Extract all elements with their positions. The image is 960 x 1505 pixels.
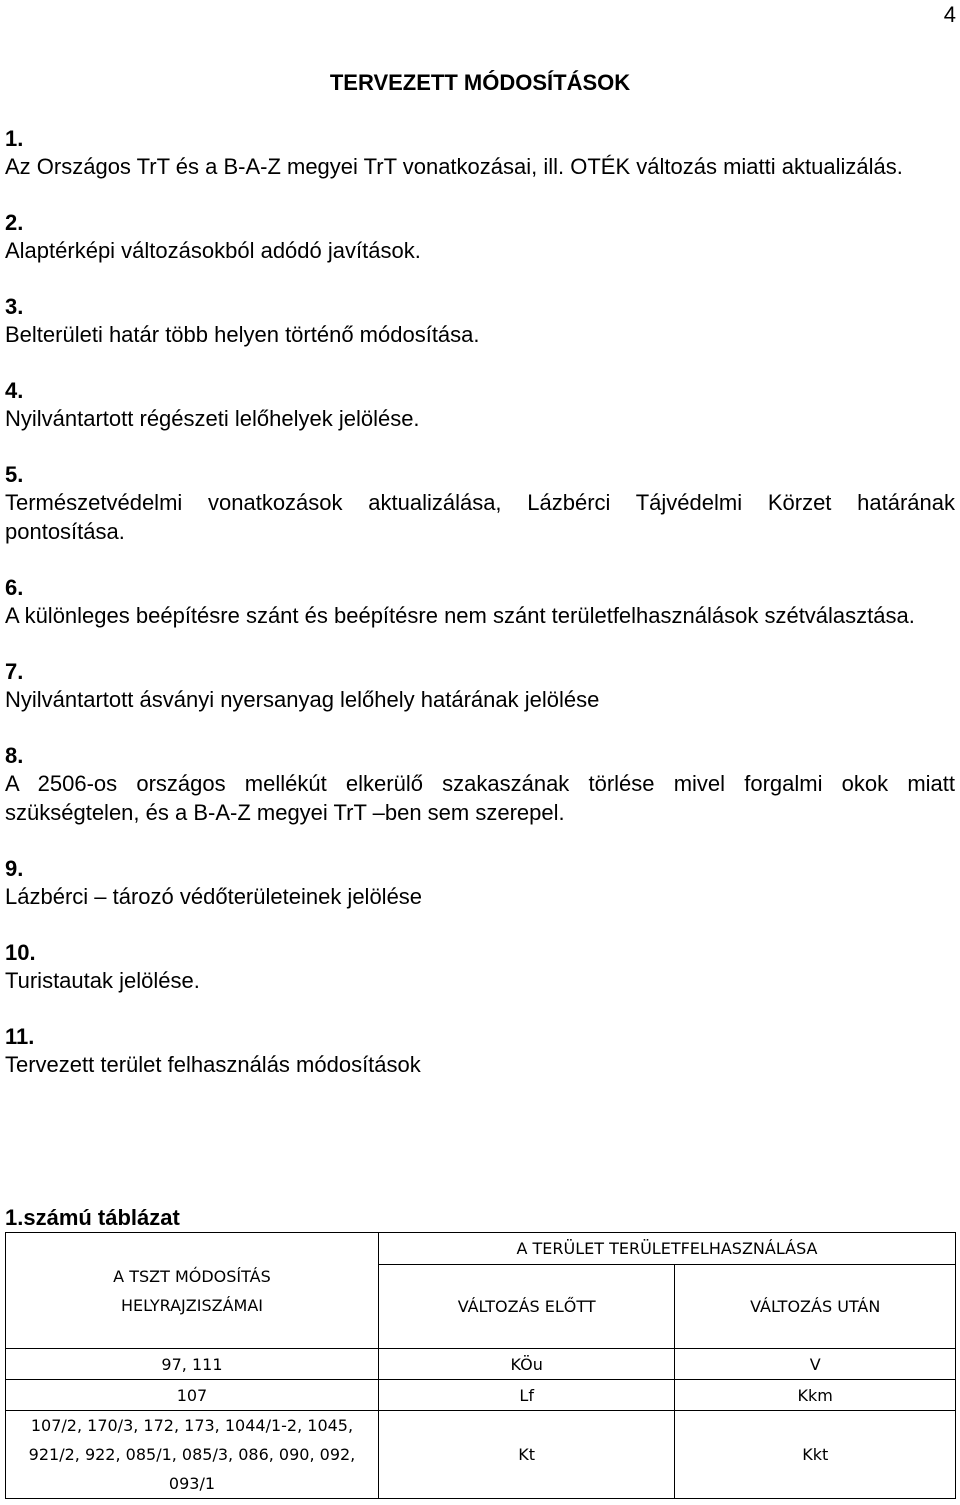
list-item bbox=[5, 294, 955, 349]
table-row bbox=[6, 1411, 956, 1499]
item-number: 4. bbox=[5, 378, 24, 403]
item-number: 8. bbox=[5, 743, 24, 768]
list-item bbox=[5, 743, 955, 827]
table-caption: 1.számú táblázat bbox=[5, 1205, 180, 1230]
table-row bbox=[6, 1380, 956, 1411]
list-item bbox=[5, 856, 955, 911]
item-text: A 2506-os országos mellékút elkerülő szakaszának törlése mivel forgalmi okok miatt szükségtelen, és a B-A-Z megyei TrT –ben sem szerepel. bbox=[5, 771, 955, 825]
item-text: Nyilvántartott régészeti lelőhelyek jelölése. bbox=[5, 406, 420, 431]
item-text: Természetvédelmi vonatkozások aktualizálása, Lázbérci Tájvédelmi Körzet határának pontosítása. bbox=[5, 490, 955, 544]
column-group-header: A TERÜLET TERÜLETFELHASZNÁLÁSA bbox=[378, 1233, 955, 1265]
item-number: 6. bbox=[5, 575, 24, 600]
list-item bbox=[5, 1024, 955, 1079]
item-number: 3. bbox=[5, 294, 24, 319]
item-text: Lázbérci – tározó védőterületeinek jelölése bbox=[5, 884, 423, 909]
list-item bbox=[5, 575, 955, 630]
cell-hrsz: 107 bbox=[6, 1380, 379, 1411]
table-header-row bbox=[6, 1233, 956, 1265]
list-item bbox=[5, 462, 955, 546]
item-text: Alaptérképi változásokból adódó javítások. bbox=[5, 238, 421, 263]
item-number: 10. bbox=[5, 940, 36, 965]
list-item bbox=[5, 126, 955, 181]
item-number: 5. bbox=[5, 462, 24, 487]
cell-before: Kt bbox=[378, 1411, 675, 1499]
landuse-change-table bbox=[5, 1232, 956, 1499]
list-item bbox=[5, 940, 955, 995]
cell-after: Kkm bbox=[675, 1380, 956, 1411]
list-item bbox=[5, 659, 955, 714]
item-text: Turistautak jelölése. bbox=[5, 968, 200, 993]
column-header-after: VÁLTOZÁS UTÁN bbox=[675, 1265, 956, 1349]
item-number: 9. bbox=[5, 856, 24, 881]
page-number: 4 bbox=[943, 2, 956, 27]
cell-before: KÖu bbox=[378, 1349, 675, 1380]
cell-hrsz: 107/2, 170/3, 172, 173, 1044/1-2, 1045, 921/2, 922, 085/1, 085/3, 086, 090, 092, 093/1 bbox=[6, 1411, 379, 1499]
column-header-before: VÁLTOZÁS ELŐTT bbox=[378, 1265, 675, 1349]
page-title: TERVEZETT MÓDOSÍTÁSOK bbox=[329, 70, 631, 95]
item-number: 1. bbox=[5, 126, 24, 151]
item-text: Tervezett terület felhasználás módosítások bbox=[5, 1052, 421, 1077]
item-number: 7. bbox=[5, 659, 24, 684]
item-text: Az Országos TrT és a B-A-Z megyei TrT vonatkozásai, ill. OTÉK változás miatti aktualizálás. bbox=[5, 154, 903, 179]
table-row bbox=[6, 1349, 956, 1380]
cell-hrsz: 97, 111 bbox=[6, 1349, 379, 1380]
item-number: 11. bbox=[5, 1024, 35, 1049]
list-item bbox=[5, 210, 955, 265]
item-text: A különleges beépítésre szánt és beépítésre nem szánt területfelhasználások szétválasztása. bbox=[5, 603, 915, 628]
cell-after: Kkt bbox=[675, 1411, 956, 1499]
modification-list bbox=[5, 126, 955, 1108]
item-text: Nyilvántartott ásványi nyersanyag lelőhely határának jelölése bbox=[5, 687, 600, 712]
list-item bbox=[5, 378, 955, 433]
cell-after: V bbox=[675, 1349, 956, 1380]
item-number: 2. bbox=[5, 210, 24, 235]
item-text: Belterületi határ több helyen történő módosítása. bbox=[5, 322, 480, 347]
cell-before: Lf bbox=[378, 1380, 675, 1411]
column-header-hrsz: A TSZT MÓDOSÍTÁS HELYRAJZISZÁMAI bbox=[6, 1233, 379, 1349]
